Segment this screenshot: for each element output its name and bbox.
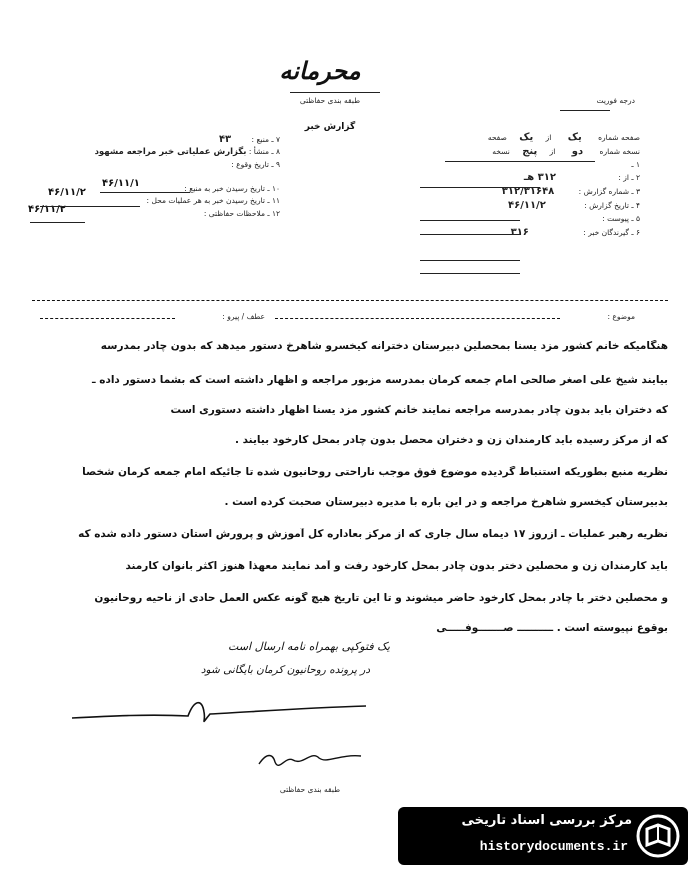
right-underline-5 [420,260,520,261]
received-source-value: ۴۶/۱۱/۲ [48,187,86,198]
signature-scribble-2 [255,746,365,776]
subject-label: موضوع : [607,312,635,321]
report-number-row: ۳ ـ شماره گزارش : ۳۱۲/۳۱۶۴۸ [501,186,640,197]
report-date-row: ۴ ـ تاریخ گزارش : ۴۶/۱۱/۲ [507,200,640,211]
right-underline-6 [420,273,520,274]
field-1-row: ۱ ـ [631,160,640,169]
reference-label: عطف / پیرو : [222,312,265,321]
right-underline-3 [420,220,520,221]
right-underline-1 [445,161,595,162]
reference-dashline [40,318,175,319]
recipients-row: ۶ ـ گیرندگان خبر : ۳۱۶ [510,227,640,238]
left-fields [28,134,280,221]
archive-watermark [398,807,688,865]
body-line-6: بدبیرستان کیخسرو شاهرخ مراجعه و در این باره با مدیره دبیرستان صحبت کرده است . [224,496,668,508]
occurrence-date-row: ۹ ـ تاریخ وقوع : [231,160,280,169]
occurrence-date-value: ۴۶/۱۱/۱ [102,178,140,189]
left-underline-1 [100,192,190,193]
received-operations-row: ۱۱ ـ تاریخ رسیدن خبر به هر عملیات محل : [146,196,280,205]
field-from-row: ۲ ـ از : ۳۱۲ هـ [523,172,640,183]
body-line-7: نظریه رهبر عملیات ـ ازروز ۱۷ دیماه سال جاری که از مرکز بعاداره کل آموزش و پرورش استان دستور داده شده که [78,528,668,540]
received-source-row: ۱۰ ـ تاریخ رسیدن خبر به منبع : [184,184,280,193]
book-logo-icon [636,813,680,859]
body-line-3: که دختران باید بدون چادر بمدرسه مراجعه نمایند خانم کشور مزد یسنا اظهار داشته دستوری است [170,404,668,416]
body-line-9: و محصلین دختر با چادر بمحل کارخود حاضر میشوند و تا این تاریخ هیچ گونه عکس العمل حادی از ناحیه روحانیون [94,592,668,604]
page-number-row: صفحه شماره یک از یک صفحه [487,132,640,143]
classification-caption-bottom: طبقه بندی حفاظتی [279,785,341,794]
body-line-2: بیایند شیخ علی اصغر صالحی امام جمعه کرمان بمدرسه مزبور مراجعه و اظهار داشته است که بشما دستور داده ـ [92,374,668,386]
watermark-url: historydocuments.ir [479,839,628,854]
security-notes-row: ۱۲ ـ ملاحظات حفاظتی : [203,209,280,218]
source-row: ۷ ـ منبع : ۴۳ [218,134,280,145]
classification-underline-top [290,92,380,93]
body-line-1: هنگامیکه خانم کشور مزد یسنا بمحصلین دبیرستان دخترانه کیخسرو شاهرخ دستور میدهد که بدون چادر بمدرسه [100,340,668,352]
body-line-8: باید کارمندان زن و محصلین دختر بدون چادر بمحل کارخود رفت و آمد نمایند معهذا هنوز اکثر بانوان کارمند [125,560,668,572]
left-underline-3 [30,222,85,223]
body-line-5: نظریه منبع بطوریکه استنباط گردیده موضوع فوق موجب ناراحتی روحانیون شده تا جائیکه امام جمعه کرمان شخصاً [82,466,668,478]
received-operations-value: ۴۶/۱۱/۲ [28,204,66,215]
handwritten-note-1: یک فتوکپی بهمراه نامه ارسال است [228,640,390,653]
signature-scribble-1 [70,690,370,730]
classification-stamp-top: محرمانه [279,56,361,85]
body-line-4: که از مرکز رسیده باید کارمندان زن و دختران محصل بدون چادر بمحل کارخود بیایند . [234,434,668,446]
attachment-row: ۵ ـ پیوست : [602,214,640,223]
right-underline-2 [420,187,540,188]
subject-dashline [275,318,560,319]
body-line-10: بوقوع نپیوسته است . ــــــــــ صـــــــوفـــــی [436,622,668,634]
report-title: گزارش خبر [304,122,356,132]
classification-caption-top: طبقه بندی حفاظتی [299,96,361,105]
priority-line [560,110,610,111]
priority-label: درجه فوریت [596,96,635,105]
right-underline-4 [420,234,520,235]
handwritten-note-2: در پرونده روحانیون کرمان بایگانی شود [200,664,370,676]
header-divider [32,300,668,301]
left-underline-2 [40,206,140,207]
origin-row: ۸ ـ منشأ : بگزارش عملیاتی خبر مراجعه مشهود [94,147,280,157]
copy-number-row: نسخه شماره دو از پنج نسخه [492,146,640,157]
watermark-title: مرکز بررسی اسناد تاریخی [461,813,632,828]
